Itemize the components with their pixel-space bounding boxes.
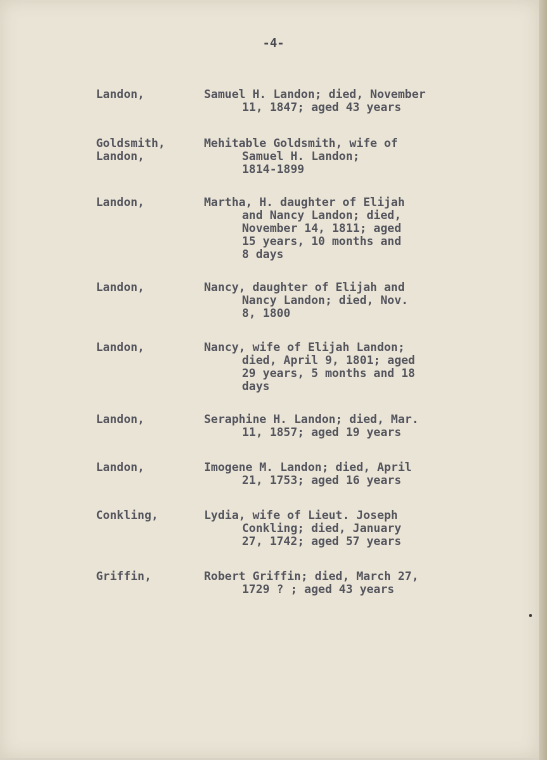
description-line: 11, 1857; aged 19 years (242, 425, 402, 439)
surname-line: Landon, (96, 195, 145, 209)
entry-description (204, 137, 454, 176)
description-line: 15 years, 10 months and (242, 234, 402, 248)
description-line: days (242, 379, 270, 393)
description-line: Lydia, wife of Lieut. Joseph (204, 508, 398, 522)
description-line: and Nancy Landon; died, (242, 208, 402, 222)
entry-surname (96, 281, 144, 294)
surname-line: Landon, (96, 280, 145, 294)
entry-surname (96, 413, 144, 426)
surname-line: Landon, (96, 460, 145, 474)
surname-line: Landon, (96, 87, 145, 101)
entry-description (204, 509, 454, 548)
surname-line: Landon, (96, 340, 145, 354)
entry-surname (96, 196, 144, 209)
description-line: Martha, H. daughter of Elijah (204, 195, 405, 209)
surname-line: Conkling, (96, 508, 159, 522)
entry-surname (96, 509, 158, 522)
description-line: Nancy Landon; died, Nov. (242, 293, 409, 307)
description-line: Robert Griffin; died, March 27, (204, 569, 419, 583)
description-line: 8, 1800 (242, 306, 291, 320)
entry-surname (96, 341, 144, 354)
binding-edge (539, 0, 547, 760)
description-line: Mehitable Goldsmith, wife of (204, 136, 398, 150)
description-line: Nancy, wife of Elijah Landon; (204, 340, 405, 354)
description-line: died, April 9, 1801; aged (242, 353, 416, 367)
description-line: 29 years, 5 months and 18 (242, 366, 416, 380)
entry-surname (96, 88, 144, 101)
entry-surname (96, 137, 165, 163)
surname-line: Goldsmith, (96, 136, 166, 150)
surname-line: Griffin, (96, 569, 152, 583)
entry-description (204, 341, 454, 393)
description-line: Seraphine H. Landon; died, Mar. (204, 412, 419, 426)
description-line: 1814-1899 (242, 162, 305, 176)
description-line: Conkling; died, January (242, 521, 402, 535)
description-line: 27, 1742; aged 57 years (242, 534, 402, 548)
page-number: -4- (262, 36, 285, 50)
description-line: Samuel H. Landon; (242, 149, 360, 163)
entry-description (204, 196, 454, 261)
description-line: Imogene M. Landon; died, April (204, 460, 412, 474)
surname-line: Landon, (96, 149, 145, 163)
entry-description (204, 570, 454, 596)
description-line: November 14, 1811; aged (242, 221, 402, 235)
description-line: Samuel H. Landon; died, November (204, 87, 426, 101)
description-line: 21, 1753; aged 16 years (242, 473, 402, 487)
description-line: 1729 ? ; aged 43 years (242, 582, 395, 596)
entry-description (204, 281, 454, 320)
description-line: 8 days (242, 247, 284, 261)
entry-description (204, 88, 454, 114)
ink-speck (529, 614, 532, 617)
entry-description (204, 461, 454, 487)
surname-line: Landon, (96, 412, 145, 426)
entry-description (204, 413, 454, 439)
entry-surname (96, 461, 144, 474)
description-line: 11, 1847; aged 43 years (242, 100, 402, 114)
description-line: Nancy, daughter of Elijah and (204, 280, 405, 294)
entry-surname (96, 570, 151, 583)
